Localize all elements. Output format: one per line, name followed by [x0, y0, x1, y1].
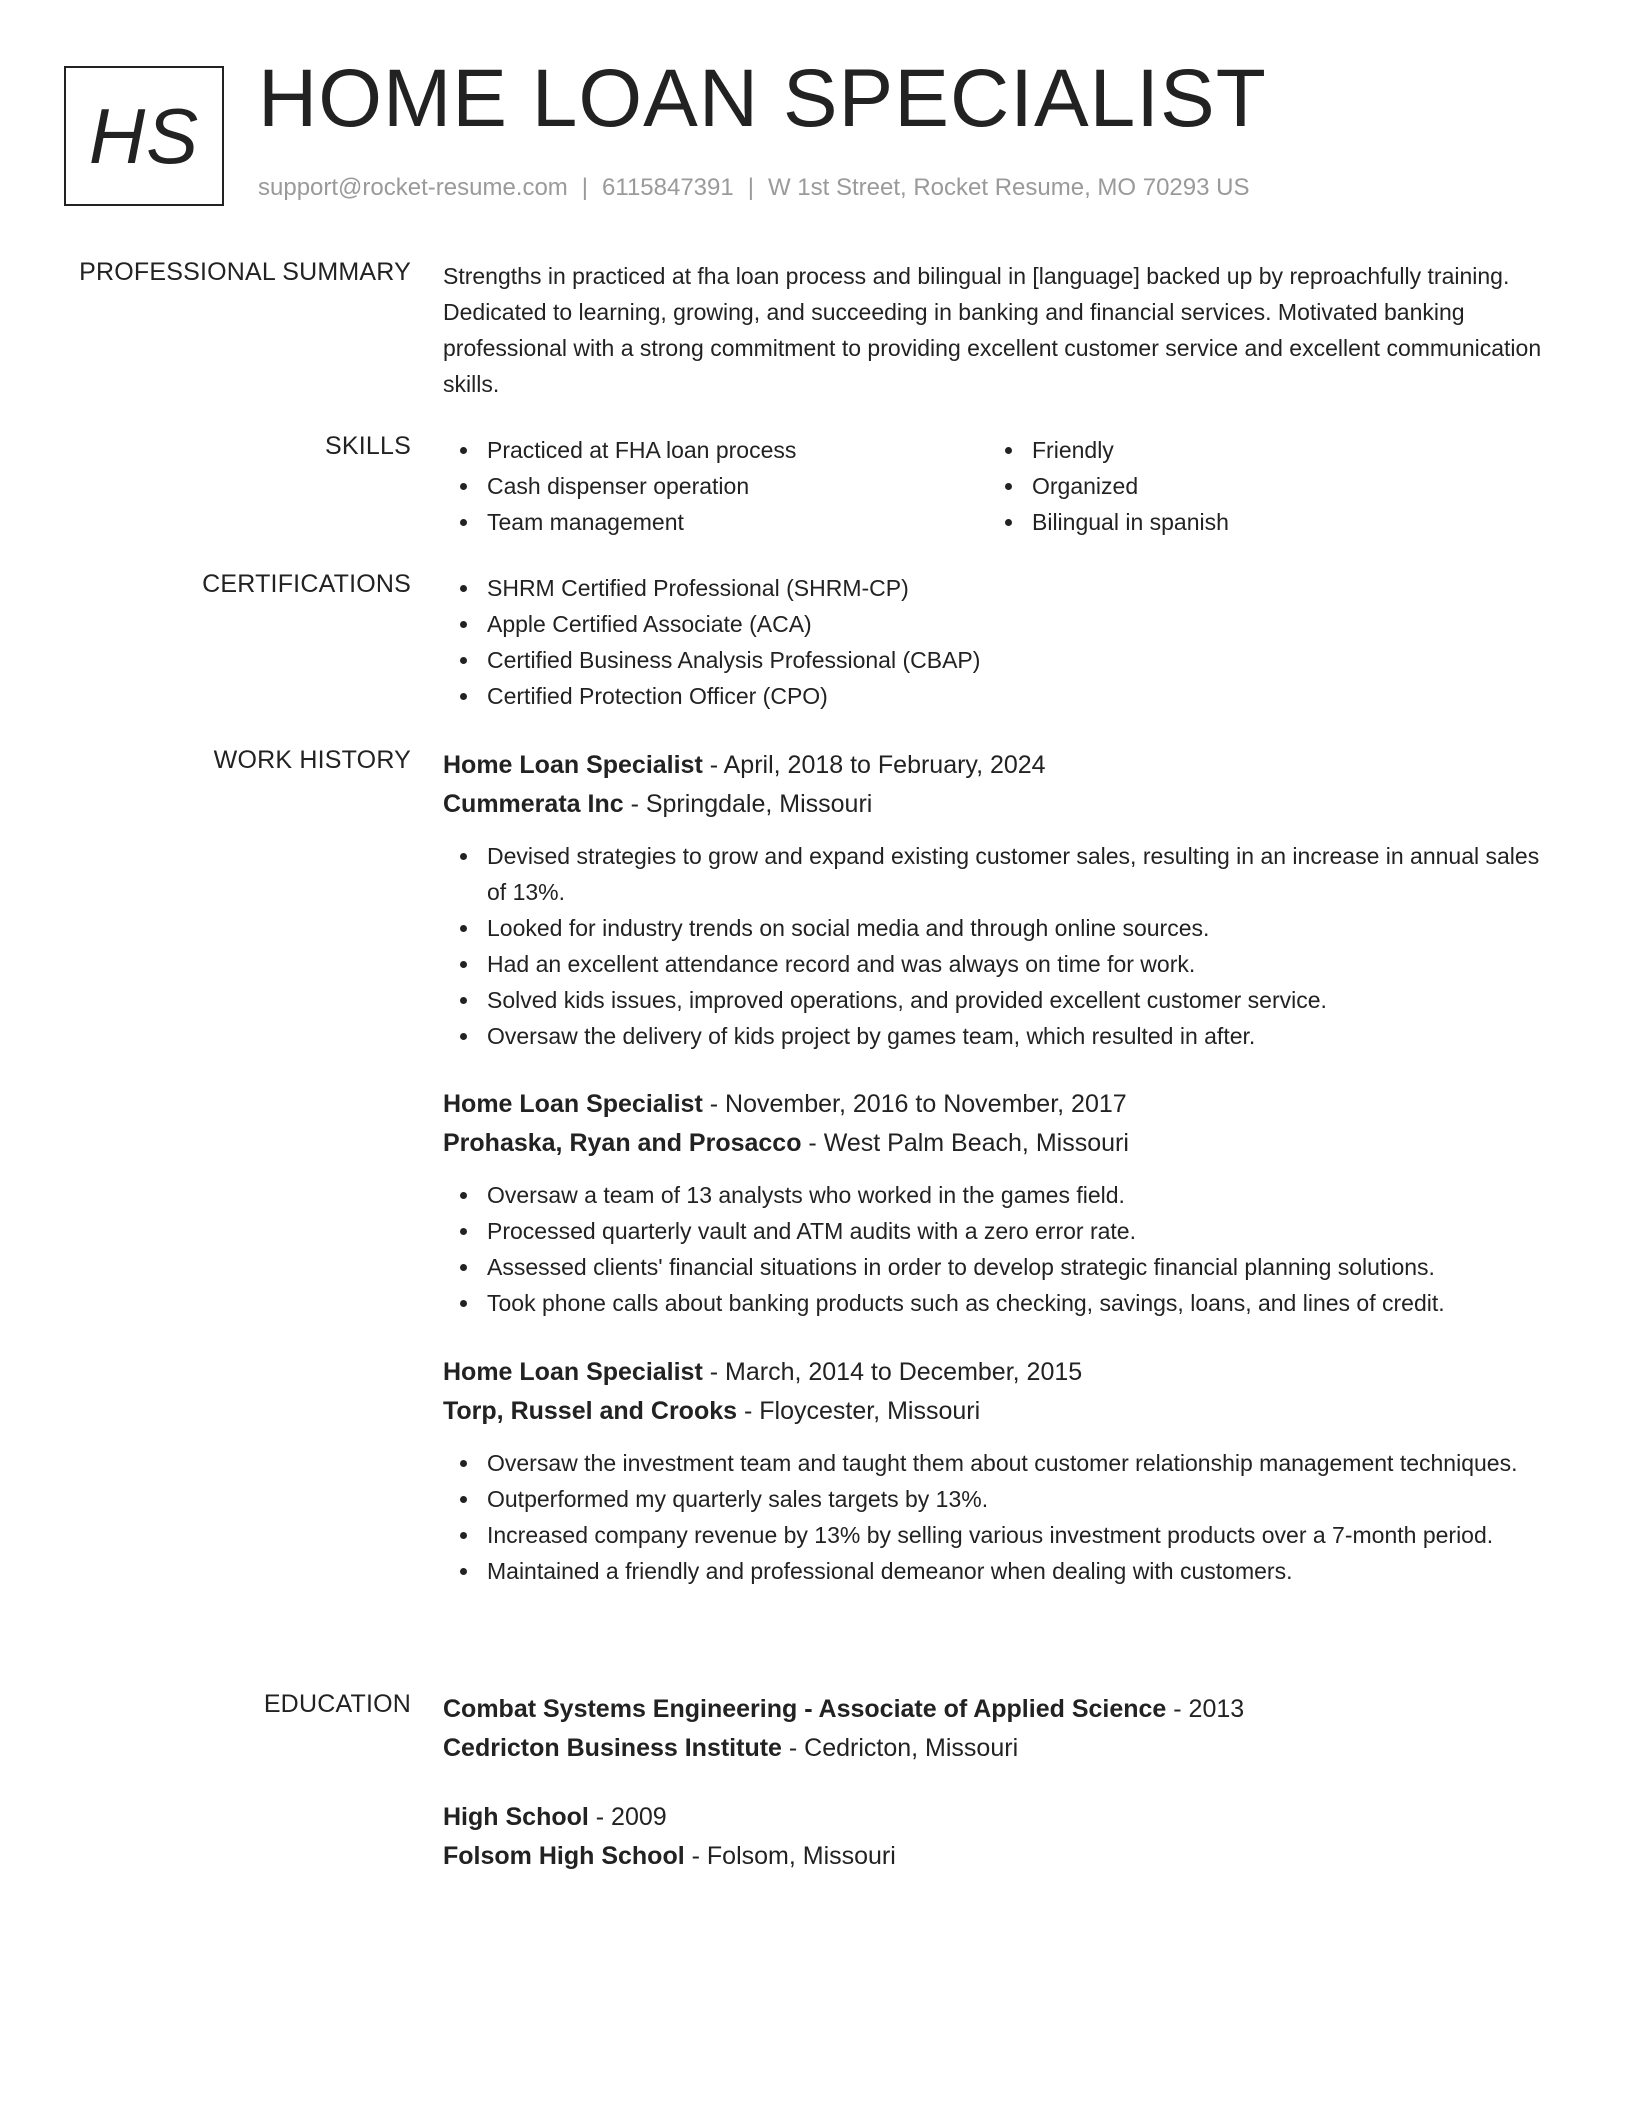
contact-email: support@rocket-resume.com — [258, 174, 568, 201]
section-label: WORK HISTORY — [213, 746, 411, 774]
job-bullet: Looked for industry trends on social media and through online sources. — [443, 910, 1563, 946]
skills-grid — [443, 432, 1563, 540]
contact-phone: 6115847391 — [602, 174, 734, 201]
job-company-line — [443, 1392, 1563, 1431]
job-bullet: Devised strategies to grow and expand existing customer sales, resulting in an increase in annual sales of 13%. — [443, 838, 1563, 910]
education-school: Cedricton Business Institute — [443, 1734, 782, 1762]
certification-item: Certified Business Analysis Professional (CBAP) — [443, 642, 1563, 678]
job-title: Home Loan Specialist — [443, 1358, 703, 1386]
section-label: CERTIFICATIONS — [202, 570, 411, 598]
skill-item: Team management — [443, 504, 988, 540]
job-location: - Floycester, Missouri — [737, 1397, 981, 1425]
job-bullet: Oversaw the investment team and taught them about customer relationship management techniques. — [443, 1445, 1563, 1481]
contact-line — [258, 174, 1249, 202]
contact-separator: | — [581, 174, 589, 201]
job-location: - Springdale, Missouri — [623, 790, 873, 818]
education-entry — [443, 1690, 1563, 1768]
job-title-line — [443, 746, 1563, 785]
education-degree-line — [443, 1690, 1563, 1729]
education-entry — [443, 1798, 1563, 1876]
job-dates: - March, 2014 to December, 2015 — [702, 1358, 1083, 1386]
education-year: - 2013 — [1166, 1695, 1245, 1723]
certification-item: Apple Certified Associate (ACA) — [443, 606, 1563, 642]
job-bullet: Processed quarterly vault and ATM audits with a zero error rate. — [443, 1213, 1563, 1249]
education-location: - Folsom, Missouri — [684, 1842, 896, 1870]
certification-item: SHRM Certified Professional (SHRM-CP) — [443, 570, 1563, 606]
job-entry — [443, 1085, 1563, 1321]
job-dates: - April, 2018 to February, 2024 — [702, 751, 1046, 779]
job-bullet: Increased company revenue by 13% by selling various investment products over a 7-month period. — [443, 1517, 1563, 1553]
job-bullet: Had an excellent attendance record and was always on time for work. — [443, 946, 1563, 982]
education-degree: Combat Systems Engineering - Associate of Applied Science — [443, 1695, 1167, 1723]
job-location: - West Palm Beach, Missouri — [801, 1129, 1129, 1157]
section-label: PROFESSIONAL SUMMARY — [79, 258, 411, 286]
education-year: - 2009 — [588, 1803, 667, 1831]
job-company: Prohaska, Ryan and Prosacco — [443, 1129, 802, 1157]
skill-item: Friendly — [988, 432, 1533, 468]
job-bullets — [443, 838, 1563, 1054]
certification-item: Certified Protection Officer (CPO) — [443, 678, 1563, 714]
education-location: - Cedricton, Missouri — [781, 1734, 1019, 1762]
summary-text: Strengths in practiced at fha loan process and bilingual in [language] backed up by reproachfully training. Dedicated to learning, growing, and succeeding in banking and financial services. Motivated banking professional with a strong commitment to providing excellent customer service and excellent communication skills. — [443, 263, 1542, 397]
certifications-body — [443, 570, 1563, 714]
summary-body — [443, 258, 1563, 402]
job-bullet: Outperformed my quarterly sales targets by 13%. — [443, 1481, 1563, 1517]
job-dates: - November, 2016 to November, 2017 — [702, 1090, 1127, 1118]
job-bullet: Solved kids issues, improved operations, and provided excellent customer service. — [443, 982, 1563, 1018]
job-bullet: Oversaw the delivery of kids project by games team, which resulted in after. — [443, 1018, 1563, 1054]
job-company-line — [443, 1124, 1563, 1163]
education-degree-line — [443, 1798, 1563, 1837]
skill-item: Bilingual in spanish — [988, 504, 1533, 540]
contact-address: W 1st Street, Rocket Resume, MO 70293 US — [767, 174, 1250, 201]
job-title: Home Loan Specialist — [443, 1090, 703, 1118]
job-title-line — [443, 1353, 1563, 1392]
skill-item: Cash dispenser operation — [443, 468, 988, 504]
job-entry — [443, 1353, 1563, 1589]
monogram-box — [64, 66, 224, 206]
job-company-line — [443, 785, 1563, 824]
skill-item: Practiced at FHA loan process — [443, 432, 988, 468]
job-bullet: Oversaw a team of 13 analysts who worked in the games field. — [443, 1177, 1563, 1213]
education-degree: High School — [443, 1803, 589, 1831]
education-school-line — [443, 1837, 1563, 1876]
contact-separator: | — [747, 174, 754, 201]
job-company: Cummerata Inc — [443, 790, 624, 818]
job-bullets — [443, 1177, 1563, 1321]
education-school: Folsom High School — [443, 1842, 685, 1870]
job-title-line — [443, 1085, 1563, 1124]
skills-list-left — [443, 432, 988, 540]
job-bullet: Maintained a friendly and professional demeanor when dealing with customers. — [443, 1553, 1563, 1589]
skills-list-right — [988, 432, 1533, 540]
resume-title: HOME LOAN SPECIALIST — [258, 53, 1267, 144]
education-school-line — [443, 1729, 1563, 1768]
job-entry — [443, 746, 1563, 1054]
section-label: EDUCATION — [263, 1690, 411, 1718]
certifications-list — [443, 570, 1563, 714]
job-bullet: Took phone calls about banking products such as checking, savings, loans, and lines of credit. — [443, 1285, 1563, 1321]
job-company: Torp, Russel and Crooks — [443, 1397, 738, 1425]
job-bullet: Assessed clients' financial situations in order to develop strategic financial planning solutions. — [443, 1249, 1563, 1285]
job-bullets — [443, 1445, 1563, 1589]
job-title: Home Loan Specialist — [443, 751, 703, 779]
monogram-initials: HS — [88, 91, 200, 180]
section-label: SKILLS — [325, 432, 411, 460]
skills-body — [443, 432, 1563, 540]
skill-item: Organized — [988, 468, 1533, 504]
